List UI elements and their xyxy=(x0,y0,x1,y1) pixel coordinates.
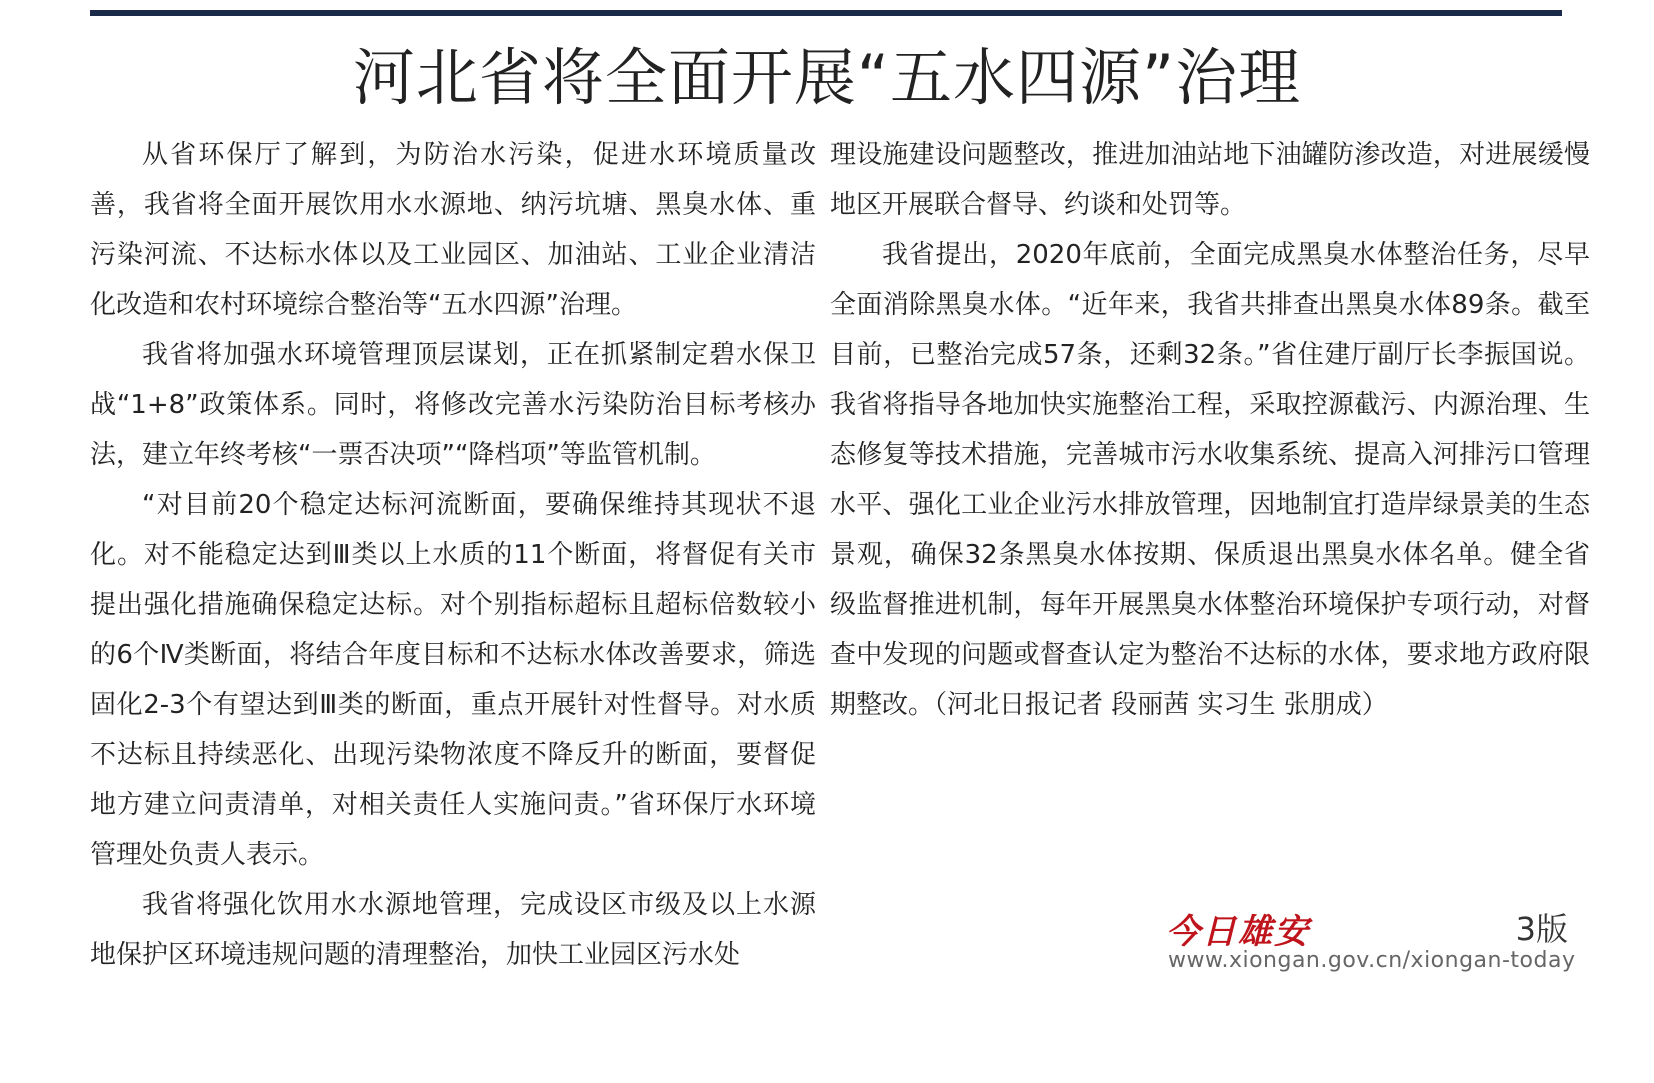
top-rule xyxy=(90,10,1562,16)
left-column xyxy=(90,130,816,980)
paragraph: 我省提出，2020年底前，全面完成黑臭水体整治任务，尽早全面消除黑臭水体。“近年来，我省共排查出黑臭水体89条。截至目前，已整治完成57条，还剩32条。”省住建厅副厅长李振国说。我省将指导各地加快实施整治工程，采取控源截污、内源治理、生态修复等技术措施，完善城市污水收集系统、提高入河排污口管理水平、强化工业企业污水排放管理，因地制宜打造岸绿景美的生态景观，确保32条黑臭水体按期、保质退出黑臭水体名单。健全省级监督推进机制，每年开展黑臭水体整治环境保护专项行动，对督查中发现的问题或督查认定为整治不达标的水体，要求地方政府限期整改。（河北日报记者 段丽茜 实习生 张朋成） xyxy=(830,240,1590,720)
publication-logo: 今日雄安 xyxy=(1166,912,1310,952)
paragraph: “对目前20个稳定达标河流断面，要确保维持其现状不退化。对不能稳定达到Ⅲ类以上水质的11个断面，将督促有关市提出强化措施确保稳定达标。对个别指标超标且超标倍数较小的6个Ⅳ类断面，将结合年度目标和不达标水体改善要求，筛选固化2-3个有望达到Ⅲ类的断面，重点开展针对性督导。对水质不达标且持续恶化、出现污染物浓度不降反升的断面，要督促地方建立问责清单，对相关责任人实施问责。”省环保厅水环境管理处负责人表示。 xyxy=(90,490,816,870)
footer xyxy=(1160,900,1580,980)
paragraph-continued: 理设施建设问题整改，推进加油站地下油罐防渗改造，对进展缓慢地区开展联合督导、约谈和处罚等。 xyxy=(830,140,1590,220)
right-column xyxy=(830,130,1590,730)
page-number: 3版 xyxy=(1515,910,1568,948)
paragraph: 我省将强化饮用水水源地管理，完成设区市级及以上水源地保护区环境违规问题的清理整治，加快工业园区污水处 xyxy=(90,890,816,970)
publication-url: www.xiongan.gov.cn/xiongan-today xyxy=(1168,948,1576,973)
paragraph: 从省环保厅了解到，为防治水污染，促进水环境质量改善，我省将全面开展饮用水水源地、纳污坑塘、黑臭水体、重污染河流、不达标水体以及工业园区、加油站、工业企业清洁化改造和农村环境综合整治等“五水四源”治理。 xyxy=(90,140,816,320)
headline: 河北省将全面开展“五水四源”治理 xyxy=(352,41,1302,114)
paragraph: 我省将加强水环境管理顶层谋划，正在抓紧制定碧水保卫战“1+8”政策体系。同时，将修改完善水污染防治目标考核办法，建立年终考核“一票否决项”“降档项”等监管机制。 xyxy=(90,340,816,470)
